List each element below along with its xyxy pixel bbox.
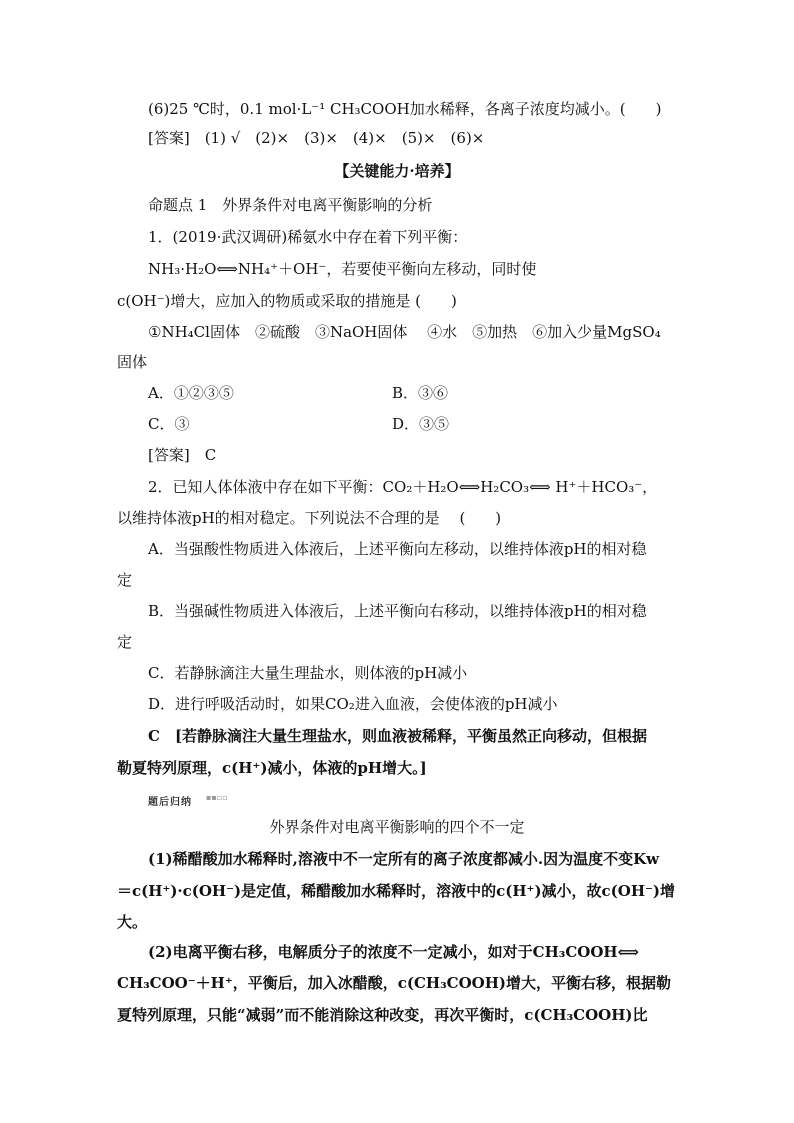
q2-stem-line1: 2．已知人体体液中存在如下平衡：CO₂＋H₂O⟺H₂CO₃⟺ H⁺＋HCO₃⁻， xyxy=(148,478,658,496)
summary-p1-line1: (1)稀醋酸加水稀释时,溶液中不一定所有的离子浓度都减小.因为温度不变Kw xyxy=(148,850,660,868)
prev-question-6: (6)25 ℃时，0.1 mol·L⁻¹ CH₃COOH加水稀释，各离子浓度均减小。( ) xyxy=(148,100,662,118)
q2-answer-line1: C [若静脉滴注大量生理盐水，则血液被稀释，平衡虽然正向移动，但根据 xyxy=(148,727,648,745)
q2-option-b-line2: 定 xyxy=(117,633,133,651)
summary-p2-line1: (2)电离平衡右移，电解质分子的浓度不一定减小，如对于CH₃COOH⟺ xyxy=(148,943,640,961)
q2-option-d: D．进行呼吸活动时，如果CO₂进入血液，会使体液的pH减小 xyxy=(148,695,558,713)
summary-tag-dots: ▪▪▫▫ xyxy=(206,793,228,802)
q2-option-a-line2: 定 xyxy=(117,571,133,589)
summary-p1-line3: 大。 xyxy=(117,913,148,931)
summary-title: 外界条件对电离平衡影响的四个不一定 xyxy=(269,818,525,836)
q1-option-b: B．③⑥ xyxy=(392,384,449,402)
topic-heading: 命题点 1 外界条件对电离平衡影响的分析 xyxy=(148,196,433,214)
q1-stem-line1: 1．(2019·武汉调研)稀氨水中存在着下列平衡： xyxy=(148,228,468,246)
summary-p1-line2: ＝c(H⁺)·c(OH⁻)是定值，稀醋酸加水稀释时，溶液中的c(H⁺)减小，故c(OH⁻)增 xyxy=(117,882,676,900)
q1-items-line2: 固体 xyxy=(117,353,148,371)
prev-answer: [答案] (1) √ (2)× (3)× (4)× (5)× (6)× xyxy=(148,129,485,147)
q1-stem-line3: c(OH⁻)增大，应加入的物质或采取的措施是 ( ) xyxy=(117,292,457,310)
q2-option-a-line1: A．当强酸性物质进入体液后，上述平衡向左移动，以维持体液pH的相对稳 xyxy=(148,540,647,558)
q1-option-d: D．③⑤ xyxy=(392,415,450,433)
q1-option-a: A．①②③⑤ xyxy=(148,384,234,402)
summary-tag: 题后归纳 xyxy=(148,797,192,808)
q2-option-b-line1: B．当强碱性物质进入体液后，上述平衡向右移动，以维持体液pH的相对稳 xyxy=(148,602,647,620)
q2-option-c: C．若静脉滴注大量生理盐水，则体液的pH减小 xyxy=(148,664,468,682)
q2-answer-line2: 勒夏特列原理，c(H⁺)减小，体液的pH增大。] xyxy=(117,759,427,777)
section-title: 【关键能力·培养】 xyxy=(334,162,460,180)
q2-stem-line2: 以维持体液pH的相对稳定。下列说法不合理的是 ( ) xyxy=(117,509,502,527)
q1-items-line1: ①NH₄Cl固体 ②硫酸 ③NaOH固体 ④水 ⑤加热 ⑥加入少量MgSO₄ xyxy=(148,323,661,341)
q1-answer: [答案] C xyxy=(148,446,217,464)
summary-p2-line2: CH₃COO⁻＋H⁺，平衡后，加入冰醋酸，c(CH₃COOH)增大，平衡右移，根据勒 xyxy=(117,974,672,992)
q1-stem-line2: NH₃·H₂O⟺NH₄⁺＋OH⁻，若要使平衡向左移动，同时使 xyxy=(148,260,537,278)
q1-option-c: C．③ xyxy=(148,415,190,433)
summary-p2-line3: 夏特列原理，只能“减弱”而不能消除这种改变，再次平衡时，c(CH₃COOH)比 xyxy=(117,1006,648,1024)
